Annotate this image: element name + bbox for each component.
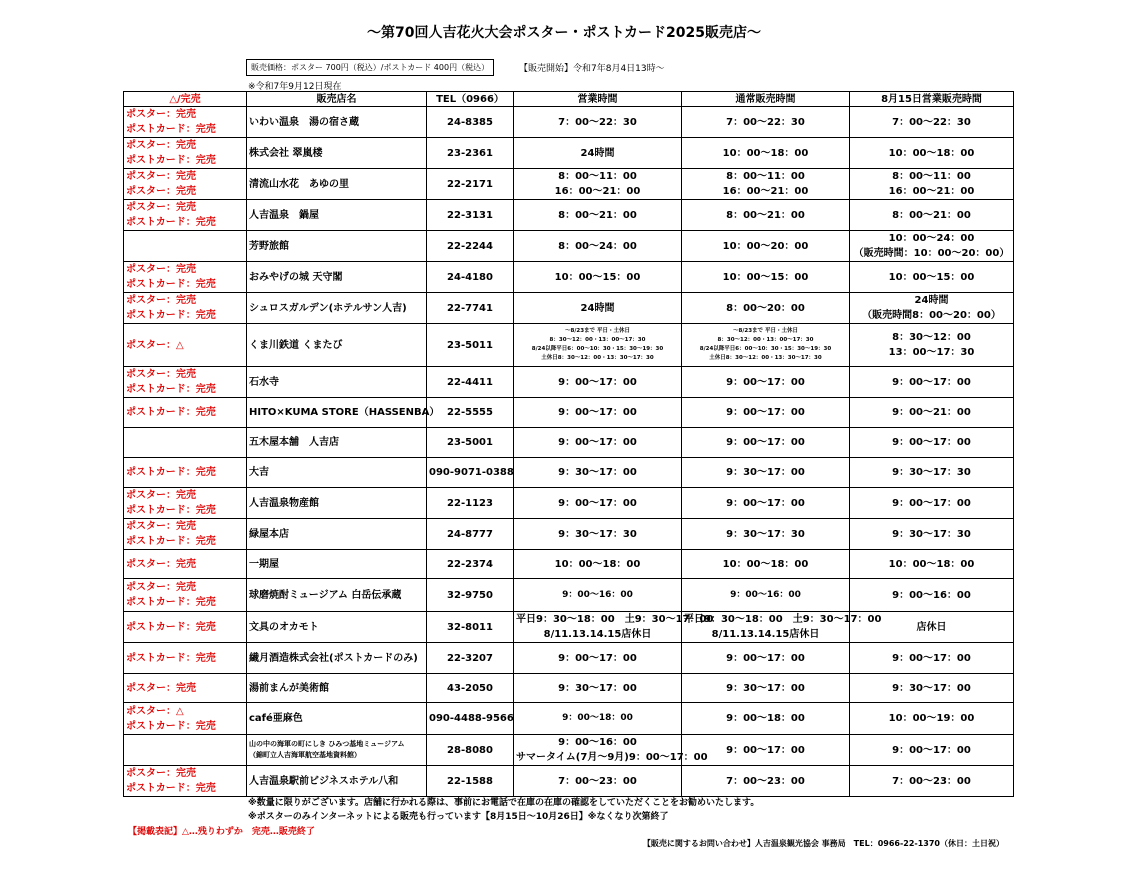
normal-hours-cell-line: 8/24以降平日6：00～10：30・15：30～19：30 — [699, 346, 832, 352]
tel-cell: 23-5011 — [427, 324, 514, 367]
aug15-hours-cell — [850, 324, 1014, 367]
status-cell-line: ポストカード：完売 — [126, 279, 216, 290]
shop-name: 緑屋本店 — [247, 519, 427, 550]
status-cell-line: ポスター：完売 — [126, 369, 196, 380]
shop-name: 人吉温泉 鍋屋 — [247, 200, 427, 231]
normal-hours-cell-line: 9：00～18：00 — [726, 713, 805, 724]
status-cell — [124, 200, 247, 231]
normal-hours-cell-line: 9：30～17：30 — [726, 528, 805, 540]
aug15-hours-cell-line: 9：00～17：00 — [892, 376, 971, 388]
status-cell — [124, 293, 247, 324]
table-row — [124, 293, 1014, 324]
aug15-hours-cell-line: 10：00～15：00 — [888, 271, 975, 283]
business-hours-cell — [514, 612, 714, 643]
table-row — [124, 428, 1014, 458]
tel-cell: 43-2050 — [427, 674, 514, 703]
business-hours-cell-line: ～8/23まで 平日・土休日 — [565, 328, 630, 334]
sales-start-text: 【販売開始】令和7年8月4日13時～ — [519, 64, 665, 74]
shop-name-line: （錦町立人吉海軍航空基地資料館） — [249, 751, 361, 759]
status-cell-line: ポストカード：完売 — [126, 505, 216, 516]
normal-hours-cell — [682, 138, 850, 169]
business-hours-cell-line: 9：00～17：00 — [558, 376, 637, 388]
shop-name: 繊月酒造株式会社(ポストカードのみ) — [247, 643, 427, 674]
shop-name: おみやげの城 天守閣 — [247, 262, 427, 293]
normal-hours-cell-line: 8/11.13.14.15店休日 — [711, 629, 820, 640]
status-cell-line: ポスター：完売 — [126, 768, 196, 779]
normal-hours-cell-line: 9：00～17：00 — [726, 744, 805, 756]
business-hours-cell — [514, 674, 682, 703]
aug15-hours-cell — [850, 262, 1014, 293]
normal-hours-cell — [682, 643, 850, 674]
table-row — [124, 703, 1014, 735]
business-hours-cell-line: 8：00～24：00 — [558, 240, 637, 252]
tel-cell: 22-3131 — [427, 200, 514, 231]
status-cell-line: ポスター：△ — [126, 705, 184, 717]
tel-cell: 22-2374 — [427, 550, 514, 579]
shop-name: 人吉温泉駅前ビジネスホテル八和 — [247, 766, 427, 797]
status-cell — [124, 643, 247, 674]
status-cell — [124, 107, 247, 138]
table-row — [124, 231, 1014, 262]
aug15-hours-cell-line: 9：30～17：30 — [892, 528, 971, 540]
status-cell — [124, 612, 247, 643]
business-hours-cell — [514, 293, 682, 324]
normal-hours-cell — [682, 550, 850, 579]
page-title: ～第70回人吉花火大会ポスター・ポストカード2025販売店～ — [366, 25, 762, 41]
status-cell-line: ポストカード：完売 — [126, 310, 216, 321]
normal-hours-cell-line: 8：00～20：00 — [726, 302, 805, 314]
aug15-hours-cell-line: 10：00～24：00 — [888, 233, 975, 244]
aug15-hours-cell — [850, 200, 1014, 231]
business-hours-cell-line: 24時間 — [580, 147, 615, 159]
normal-hours-cell — [682, 107, 850, 138]
header-aug15-hours: 8月15日営業販売時間 — [850, 92, 1014, 107]
normal-hours-cell-line: 9：00～17：00 — [726, 437, 805, 448]
aug15-hours-cell — [850, 519, 1014, 550]
aug15-hours-cell — [850, 138, 1014, 169]
shop-name: café亜麻色 — [247, 703, 427, 735]
normal-hours-cell — [682, 488, 850, 519]
status-cell-line: ポストカード：完売 — [126, 124, 216, 135]
status-cell — [124, 579, 247, 612]
aug15-hours-cell-line: 7：00～22：30 — [892, 116, 971, 128]
business-hours-cell — [514, 458, 682, 488]
business-hours-cell-line: 9：00～17：00 — [558, 652, 637, 664]
normal-hours-cell-line: 8：00～21：00 — [726, 209, 805, 221]
status-cell-line: ポスター：完売 — [126, 186, 196, 197]
business-hours-cell-line: 9：00～17：00 — [558, 437, 637, 448]
status-cell — [124, 169, 247, 200]
shop-name: 五木屋本舗 人吉店 — [247, 428, 427, 458]
tel-cell: 090-4488-9566 — [427, 703, 514, 735]
aug15-hours-cell-line: （販売時間8：00～20：00） — [862, 310, 1001, 321]
normal-hours-cell — [682, 324, 850, 367]
status-cell-line: ポストカード：完売 — [126, 155, 216, 166]
normal-hours-cell-line: 10：00～15：00 — [722, 271, 809, 283]
header-status: △/完売 — [124, 92, 247, 107]
status-cell-line: ポストカード：完売 — [126, 217, 216, 228]
tel-cell: 22-1588 — [427, 766, 514, 797]
status-cell — [124, 766, 247, 797]
status-cell-line: ポストカード：完売 — [126, 384, 216, 395]
status-cell-line: ポスター：完売 — [126, 202, 196, 213]
aug15-hours-cell-line: 9：00～17：00 — [892, 744, 971, 756]
shop-name: いわい温泉 湯の宿さ蔵 — [247, 107, 427, 138]
status-cell-line: ポスター：△ — [126, 339, 184, 351]
aug15-hours-cell-line: 24時間 — [914, 295, 949, 306]
business-hours-cell-line: 9：00～17：00 — [558, 407, 637, 418]
aug15-hours-cell — [850, 735, 1014, 766]
tel-cell: 22-1123 — [427, 488, 514, 519]
tel-cell: 24-4180 — [427, 262, 514, 293]
aug15-hours-cell-line: （販売時間：10：00～20：00） — [853, 248, 1010, 259]
as-of-date: ※令和7年9月12日現在 — [248, 82, 342, 92]
status-cell-line: ポスター：完売 — [126, 295, 196, 306]
normal-hours-cell — [682, 398, 850, 428]
status-cell — [124, 488, 247, 519]
business-hours-cell — [514, 766, 682, 797]
aug15-hours-cell — [850, 643, 1014, 674]
aug15-hours-cell-line: 店休日 — [916, 621, 947, 633]
table-row — [124, 579, 1014, 612]
status-cell-line: ポストカード：完売 — [126, 536, 216, 547]
business-hours-cell-line: 8：00～11：00 — [558, 171, 637, 182]
business-hours-cell-line: 平日9：30～18：00 土9：30～17：00 — [516, 614, 714, 625]
status-cell-line: ポストカード：完売 — [126, 720, 216, 732]
aug15-hours-cell-line: 8：00～21：00 — [892, 209, 971, 221]
aug15-hours-cell — [850, 703, 1014, 735]
normal-hours-cell-line: 16：00～21：00 — [722, 186, 809, 197]
normal-hours-cell-line: 10：00～18：00 — [722, 558, 809, 570]
table-row — [124, 550, 1014, 579]
business-hours-cell-line: サマータイム(7月～9月)9：00～17：00 — [516, 752, 708, 763]
normal-hours-cell-line: 9：00～17：00 — [726, 652, 805, 664]
table-row — [124, 324, 1014, 367]
business-hours-cell — [514, 398, 682, 428]
note-internet: ※ポスターのみインターネットによる販売も行っています【8月15日～10月26日】※なくなり次第終了 — [248, 812, 669, 822]
shop-name — [247, 735, 427, 766]
shop-name: 大吉 — [247, 458, 427, 488]
business-hours-cell — [514, 324, 682, 367]
table-row — [124, 200, 1014, 231]
status-cell — [124, 138, 247, 169]
business-hours-cell-line: 8：00～21：00 — [558, 209, 637, 221]
inquiry-contact: 【販売に関するお問い合わせ】人吉温泉観光協会 事務局 TEL：0966-22-1370（休日：土日祝） — [642, 839, 1004, 848]
aug15-hours-cell-line: 7：00～23：00 — [892, 775, 971, 787]
normal-hours-cell-line: 8：30～12：00・13：00～17：30 — [717, 337, 814, 343]
shop-name: 球磨焼酎ミュージアム 白岳伝承蔵 — [247, 579, 427, 612]
status-cell-line: ポストカード：完売 — [126, 407, 216, 418]
status-cell-line: ポストカード：完売 — [126, 783, 216, 794]
business-hours-cell-line: 9：00～16：00 — [558, 737, 637, 748]
business-hours-cell-line: 7：00～23：00 — [558, 775, 637, 787]
aug15-hours-cell — [850, 766, 1014, 797]
status-cell — [124, 550, 247, 579]
status-cell-line: ポスター：完売 — [126, 171, 196, 182]
normal-hours-cell-line: 9：00～17：00 — [726, 497, 805, 509]
status-cell — [124, 458, 247, 488]
business-hours-cell-line: 9：30～17：30 — [558, 528, 637, 540]
aug15-hours-cell-line: 9：30～17：00 — [892, 682, 971, 694]
aug15-hours-cell-line: 16：00～21：00 — [888, 186, 975, 197]
table-row — [124, 674, 1014, 703]
tel-cell: 22-3207 — [427, 643, 514, 674]
normal-hours-cell — [682, 674, 850, 703]
status-cell-line: ポスター：完売 — [126, 682, 196, 694]
table-row — [124, 458, 1014, 488]
table-row — [124, 107, 1014, 138]
status-cell — [124, 367, 247, 398]
aug15-hours-cell — [850, 488, 1014, 519]
aug15-hours-cell — [850, 293, 1014, 324]
normal-hours-cell-line: 9：30～17：00 — [726, 682, 805, 694]
normal-hours-cell — [682, 293, 850, 324]
table-row — [124, 766, 1014, 797]
table-row — [124, 138, 1014, 169]
business-hours-cell-line: 7：00～22：30 — [558, 116, 637, 128]
aug15-hours-cell — [850, 458, 1014, 488]
tel-cell: 22-7741 — [427, 293, 514, 324]
note-stock: ※数量に限りがございます。店舗に行かれる際は、事前にお電話で在庫の在庫の確認をしていただくことをお勧めいたします。 — [248, 798, 760, 808]
business-hours-cell-line: 16：00～21：00 — [554, 186, 641, 197]
table-row — [124, 612, 1014, 643]
normal-hours-cell — [682, 169, 850, 200]
business-hours-cell-line: 9：00～18：00 — [562, 713, 633, 723]
normal-hours-cell — [682, 579, 850, 612]
table-row — [124, 488, 1014, 519]
normal-hours-cell-line: 7：00～23：00 — [726, 775, 805, 787]
status-cell-line: ポスター：完売 — [126, 521, 196, 532]
status-cell — [124, 398, 247, 428]
business-hours-cell — [514, 550, 682, 579]
business-hours-cell — [514, 169, 682, 200]
normal-hours-cell-line: 9：00～17：00 — [726, 407, 805, 418]
normal-hours-cell-line: 10：00～20：00 — [722, 240, 809, 252]
status-cell-line: ポストカード：完売 — [126, 621, 216, 633]
normal-hours-cell-line: 7：00～22：30 — [726, 116, 805, 128]
normal-hours-cell-line: 9：00～17：00 — [726, 376, 805, 388]
status-cell-line: ポスター：完売 — [126, 109, 196, 120]
status-cell — [124, 428, 247, 458]
business-hours-cell-line: 9：00～17：00 — [558, 497, 637, 509]
header-shop-name: 販売店名 — [247, 92, 427, 107]
status-cell-line: ポストカード：完売 — [126, 467, 216, 478]
aug15-hours-cell-line: 9：00～17：00 — [892, 437, 971, 448]
normal-hours-cell — [682, 428, 850, 458]
tel-cell: 24-8777 — [427, 519, 514, 550]
shop-table — [123, 91, 1014, 797]
business-hours-cell — [514, 703, 682, 735]
business-hours-cell — [514, 579, 682, 612]
business-hours-cell-line: 9：30～17：00 — [558, 467, 637, 478]
tel-cell: 22-5555 — [427, 398, 514, 428]
aug15-hours-cell-line: 13：00～17：30 — [888, 347, 975, 358]
tel-cell: 24-8385 — [427, 107, 514, 138]
table-header-row — [124, 92, 1014, 107]
aug15-hours-cell — [850, 398, 1014, 428]
aug15-hours-cell — [850, 169, 1014, 200]
tel-cell: 32-8011 — [427, 612, 514, 643]
business-hours-cell — [514, 138, 682, 169]
business-hours-cell — [514, 735, 708, 766]
business-hours-cell — [514, 231, 682, 262]
business-hours-cell — [514, 519, 682, 550]
status-cell — [124, 324, 247, 367]
aug15-hours-cell-line: 8：30～12：00 — [892, 332, 971, 343]
shop-name: 人吉温泉物産館 — [247, 488, 427, 519]
normal-hours-cell-line: 平日9：30～18：00 土9：30～17：00 — [684, 614, 882, 625]
normal-hours-cell — [682, 612, 882, 643]
aug15-hours-cell-line: 9：00～17：00 — [892, 497, 971, 509]
aug15-hours-cell-line: 10：00～18：00 — [888, 558, 975, 570]
shop-name: HITO×KUMA STORE（HASSENBA） — [247, 398, 427, 428]
tel-cell: 22-2171 — [427, 169, 514, 200]
aug15-hours-cell-line: 10：00～19：00 — [888, 713, 975, 724]
normal-hours-cell-line: 10：00～18：00 — [722, 147, 809, 159]
business-hours-cell-line: 24時間 — [580, 302, 615, 314]
business-hours-cell — [514, 200, 682, 231]
table-row — [124, 262, 1014, 293]
tel-cell: 23-2361 — [427, 138, 514, 169]
shop-name: くま川鉄道 くまたび — [247, 324, 427, 367]
business-hours-cell — [514, 107, 682, 138]
table-row — [124, 643, 1014, 674]
status-cell — [124, 674, 247, 703]
business-hours-cell — [514, 488, 682, 519]
table-row — [124, 519, 1014, 550]
aug15-hours-cell-line: 10：00～18：00 — [888, 147, 975, 159]
normal-hours-cell-line: 土休日8：30～12：00・13：30～17：30 — [709, 355, 822, 361]
business-hours-cell-line: 10：00～15：00 — [554, 271, 641, 283]
aug15-hours-cell — [850, 231, 1014, 262]
business-hours-cell — [514, 428, 682, 458]
aug15-hours-cell-line: 9：00～17：00 — [892, 652, 971, 664]
shop-name: 一期屋 — [247, 550, 427, 579]
shop-name: 文具のオカモト — [247, 612, 427, 643]
aug15-hours-cell — [850, 550, 1014, 579]
aug15-hours-cell — [850, 428, 1014, 458]
status-cell — [124, 519, 247, 550]
status-cell-line: ポストカード：完売 — [126, 597, 216, 608]
shop-name-line: 山の中の海軍の町にしき ひみつ基地ミュージアム — [249, 740, 405, 748]
normal-hours-cell — [682, 766, 850, 797]
status-cell — [124, 262, 247, 293]
header-normal-sales-hours: 通常販売時間 — [682, 92, 850, 107]
business-hours-cell-line: 8/24以降平日6：00～10：30・15：30～19：30 — [531, 346, 664, 352]
business-hours-cell — [514, 643, 682, 674]
aug15-hours-cell-line: 9：00～16：00 — [892, 589, 971, 601]
tel-cell: 090-9071-0388 — [427, 458, 514, 488]
aug15-hours-cell — [850, 674, 1014, 703]
status-cell — [124, 231, 247, 262]
status-cell-line: ポスター：完売 — [126, 558, 196, 570]
shop-name: 石水寺 — [247, 367, 427, 398]
legend: 【掲載表記】△…残りわずか 完売…販売終了 — [128, 827, 315, 837]
tel-cell: 23-5001 — [427, 428, 514, 458]
status-cell-line: ポストカード：完売 — [126, 652, 216, 664]
business-hours-cell-line: 9：30～17：00 — [558, 682, 637, 694]
status-cell-line: ポスター：完売 — [126, 582, 196, 593]
shop-name: 芳野旅館 — [247, 231, 427, 262]
aug15-hours-cell — [850, 367, 1014, 398]
shop-name: 湯前まんが美術館 — [247, 674, 427, 703]
table-row — [124, 169, 1014, 200]
table-row — [124, 735, 1014, 766]
shop-name: 株式会社 翠嵐楼 — [247, 138, 427, 169]
shop-name: 清流山水花 あゆの里 — [247, 169, 427, 200]
aug15-hours-cell — [850, 107, 1014, 138]
business-hours-cell — [514, 367, 682, 398]
status-cell — [124, 735, 247, 766]
aug15-hours-cell-line: 8：00～11：00 — [892, 171, 971, 182]
aug15-hours-cell-line: 9：30～17：30 — [892, 467, 971, 478]
business-hours-cell-line: 8：30～12：00・13：00～17：30 — [549, 337, 646, 343]
status-cell — [124, 703, 247, 735]
business-hours-cell — [514, 262, 682, 293]
normal-hours-cell-line: ～8/23まで 平日・土休日 — [733, 328, 798, 334]
normal-hours-cell — [682, 367, 850, 398]
normal-hours-cell — [682, 458, 850, 488]
business-hours-cell-line: 10：00～18：00 — [554, 558, 641, 570]
tel-cell: 32-9750 — [427, 579, 514, 612]
normal-hours-cell — [682, 231, 850, 262]
normal-hours-cell-line: 9：30～17：00 — [726, 467, 805, 478]
status-cell-line: ポスター：完売 — [126, 140, 196, 151]
status-cell-line: ポスター：完売 — [126, 490, 196, 501]
header-business-hours: 営業時間 — [514, 92, 682, 107]
business-hours-cell-line: 9：00～16：00 — [562, 589, 633, 600]
tel-cell: 28-8080 — [427, 735, 514, 766]
status-cell-line: ポスター：完売 — [126, 264, 196, 275]
normal-hours-cell — [682, 703, 850, 735]
normal-hours-cell — [682, 200, 850, 231]
normal-hours-cell — [682, 262, 850, 293]
business-hours-cell-line: 8/11.13.14.15店休日 — [543, 629, 652, 640]
normal-hours-cell — [682, 519, 850, 550]
shop-name: シュロスガルデン(ホテルサン人吉) — [247, 293, 427, 324]
business-hours-cell-line: 土休日8：30～12：00・13：30～17：30 — [541, 355, 654, 361]
tel-cell: 22-2244 — [427, 231, 514, 262]
table-row — [124, 367, 1014, 398]
price-box: 販売価格：ポスター 700円（税込）/ポストカード 400円（税込） — [246, 59, 494, 76]
normal-hours-cell-line: 8：00～11：00 — [726, 171, 805, 182]
header-tel: TEL（0966） — [427, 92, 514, 107]
table-row — [124, 398, 1014, 428]
normal-hours-cell-line: 9：00～16：00 — [730, 589, 801, 600]
aug15-hours-cell-line: 9：00～21：00 — [892, 407, 971, 418]
tel-cell: 22-4411 — [427, 367, 514, 398]
aug15-hours-cell — [850, 579, 1014, 612]
